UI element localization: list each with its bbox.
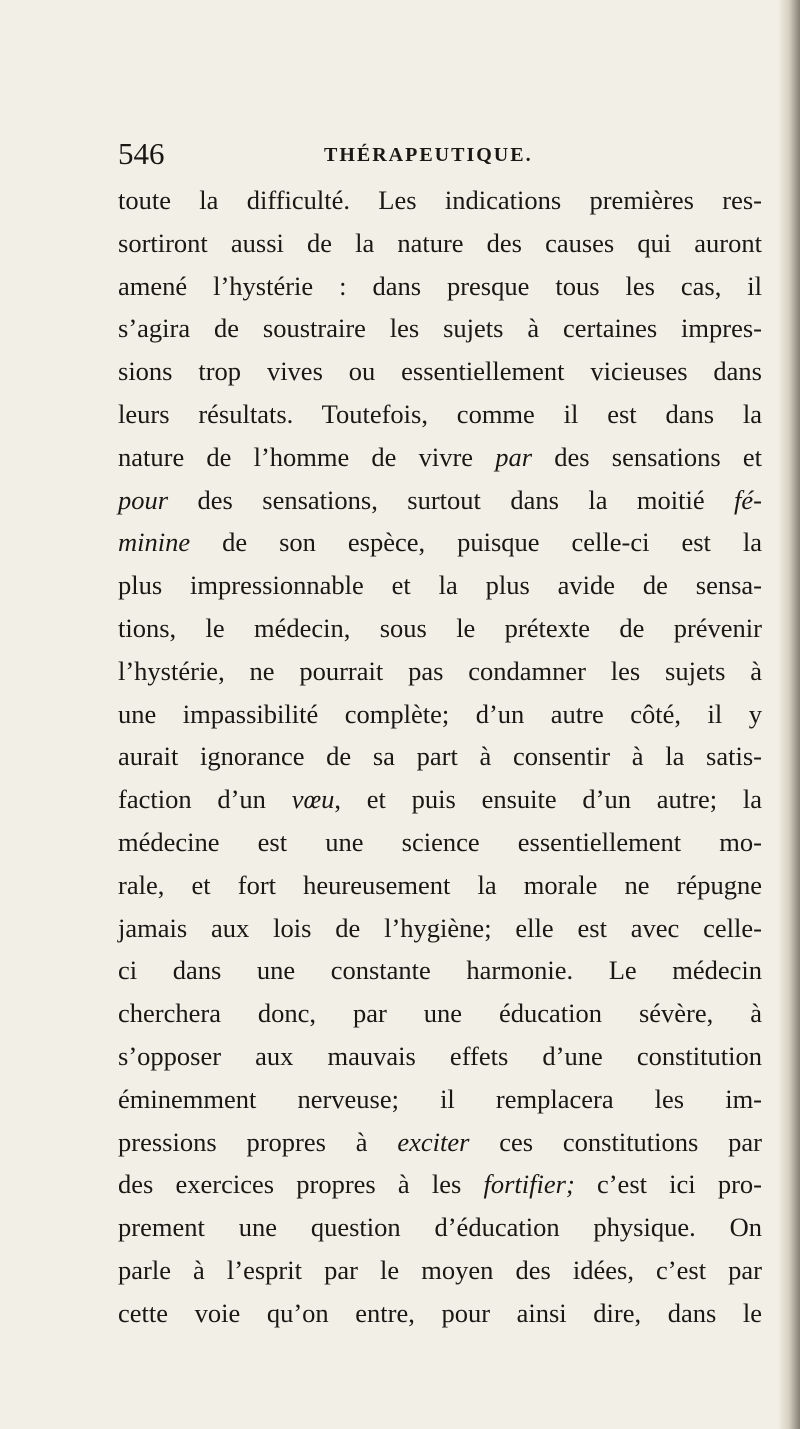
text-line bbox=[118, 1035, 762, 1078]
text-line bbox=[118, 1292, 762, 1335]
text-segment: , et puis ensuite d’un autre; la bbox=[334, 784, 762, 815]
text-segment: une impassibilité complète; d’un autre côté, il y bbox=[118, 698, 762, 729]
italic-text: pour bbox=[118, 484, 169, 515]
text-line bbox=[118, 693, 762, 736]
text-line bbox=[118, 265, 762, 308]
text-segment: prement une question d’éducation physique. On bbox=[118, 1212, 762, 1243]
text-line bbox=[118, 864, 762, 907]
italic-text: vœu bbox=[291, 784, 335, 815]
text-line bbox=[118, 393, 762, 436]
text-segment: sions trop vives ou essentiellement vicieuses dans bbox=[118, 356, 762, 387]
text-line bbox=[118, 778, 762, 821]
text-line bbox=[118, 564, 762, 607]
text-segment: plus impressionnable et la plus avide de sensa- bbox=[118, 570, 762, 601]
text-segment: ci dans une constante harmonie. Le médecin bbox=[118, 955, 762, 986]
text-line bbox=[118, 350, 762, 393]
text-segment: tions, le médecin, sous le prétexte de prévenir bbox=[118, 612, 762, 643]
text-line bbox=[118, 436, 762, 479]
text-line bbox=[118, 521, 762, 564]
italic-text: exciter bbox=[397, 1126, 470, 1157]
text-segment: cette voie qu’on entre, pour ainsi dire, dans le bbox=[118, 1297, 762, 1328]
text-line bbox=[118, 222, 762, 265]
body-text bbox=[118, 179, 762, 1335]
text-line bbox=[118, 607, 762, 650]
text-line bbox=[118, 907, 762, 950]
text-line bbox=[118, 1078, 762, 1121]
text-line bbox=[118, 1163, 762, 1206]
text-segment: sortiront aussi de la nature des causes qui auront bbox=[118, 227, 762, 258]
text-segment: aurait ignorance de sa part à consentir à la satis- bbox=[118, 741, 762, 772]
italic-text: par bbox=[495, 441, 533, 472]
text-line bbox=[118, 1206, 762, 1249]
text-line bbox=[118, 949, 762, 992]
text-line bbox=[118, 179, 762, 222]
italic-text: minine bbox=[118, 527, 191, 558]
text-segment: médecine est une science essentiellement mo- bbox=[118, 826, 762, 857]
italic-text: fé- bbox=[734, 484, 762, 515]
text-line bbox=[118, 307, 762, 350]
text-line bbox=[118, 1121, 762, 1164]
text-segment: leurs résultats. Toutefois, comme il est dans la bbox=[118, 398, 762, 429]
text-line bbox=[118, 1249, 762, 1292]
text-segment: s’opposer aux mauvais effets d’une constitution bbox=[118, 1040, 762, 1071]
text-segment: faction d’un bbox=[118, 784, 292, 815]
text-segment: des sensations et bbox=[532, 441, 762, 472]
text-segment: s’agira de soustraire les sujets à certaines impres- bbox=[118, 313, 762, 344]
text-segment: ces constitutions par bbox=[469, 1126, 762, 1157]
running-head: THÉRAPEUTIQUE. bbox=[324, 144, 533, 166]
italic-text: fortifier; bbox=[483, 1169, 575, 1200]
text-line bbox=[118, 735, 762, 778]
text-segment: c’est ici pro- bbox=[574, 1169, 762, 1200]
text-segment: amené l’hystérie : dans presque tous les cas, il bbox=[118, 270, 762, 301]
text-line bbox=[118, 821, 762, 864]
text-segment: des exercices propres à les bbox=[118, 1169, 484, 1200]
text-segment: des sensations, surtout dans la moitié bbox=[168, 484, 735, 515]
text-segment: toute la difficulté. Les indications premières res- bbox=[118, 185, 762, 215]
page-binding-edge bbox=[778, 0, 800, 1429]
text-line bbox=[118, 479, 762, 522]
page-number: 546 bbox=[118, 136, 165, 171]
text-segment: cherchera donc, par une éducation sévère, à bbox=[118, 998, 762, 1029]
text-line bbox=[118, 992, 762, 1035]
text-segment: jamais aux lois de l’hygiène; elle est avec celle- bbox=[118, 912, 762, 943]
text-segment: rale, et fort heureusement la morale ne répugne bbox=[118, 869, 762, 900]
text-segment: éminemment nerveuse; il remplacera les im- bbox=[118, 1083, 762, 1114]
text-segment: pressions propres à bbox=[118, 1126, 398, 1157]
text-segment: l’hystérie, ne pourrait pas condamner les sujets à bbox=[118, 655, 762, 686]
page-header bbox=[118, 134, 758, 174]
text-line bbox=[118, 650, 762, 693]
text-segment: parle à l’esprit par le moyen des idées, c’est par bbox=[118, 1254, 762, 1285]
text-segment: de son espèce, puisque celle-ci est la bbox=[190, 527, 762, 558]
text-segment: nature de l’homme de vivre bbox=[118, 441, 496, 472]
